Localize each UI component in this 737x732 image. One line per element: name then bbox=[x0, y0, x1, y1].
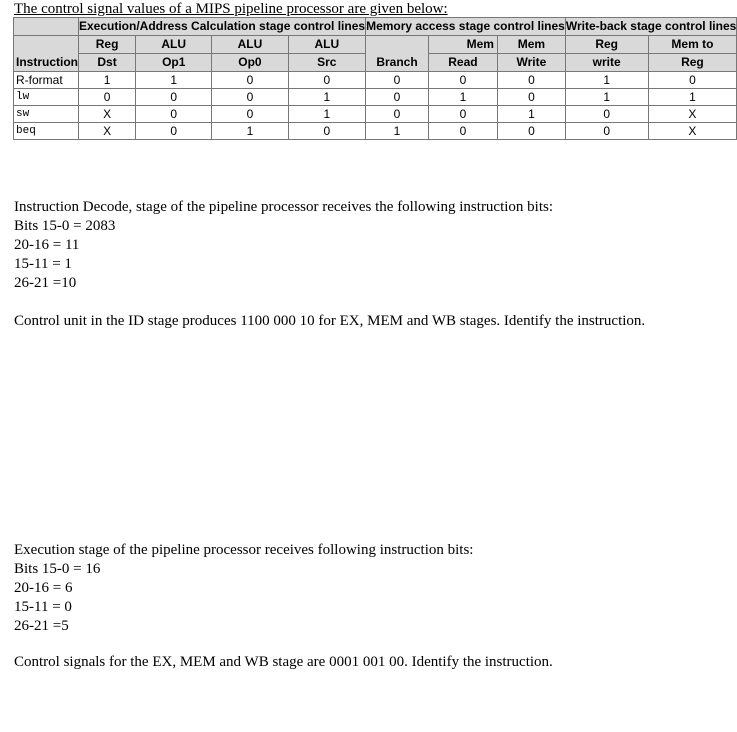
table-row bbox=[14, 89, 737, 106]
instruction-header-blank bbox=[14, 18, 79, 36]
cell: 0 bbox=[428, 106, 497, 123]
q1-line: 26-21 =10 bbox=[14, 275, 77, 291]
cell: 0 bbox=[366, 106, 429, 123]
q1-line: Bits 15-0 = 2083 bbox=[14, 218, 116, 234]
cell: 0 bbox=[648, 72, 737, 89]
col-header-mem-to-reg-1: Mem to bbox=[648, 36, 737, 54]
q1-prompt: Control unit in the ID stage produces 1100 000 10 for EX, MEM and WB stages. Identify the instruction. bbox=[14, 313, 646, 329]
cell: 1 bbox=[288, 106, 366, 123]
cell: 0 bbox=[428, 123, 497, 140]
col-header-alu-op1-1: ALU bbox=[136, 36, 212, 54]
col-header-mem-read-1: Mem bbox=[428, 36, 497, 54]
col-header-alu-op0-1: ALU bbox=[212, 36, 288, 54]
row-instruction: lw bbox=[14, 89, 79, 106]
table-row bbox=[14, 106, 737, 123]
q2-line: 20-16 = 6 bbox=[14, 580, 73, 596]
cell: X bbox=[648, 123, 737, 140]
col-header-reg-dst-1: Reg bbox=[79, 36, 136, 54]
cell: 1 bbox=[136, 72, 212, 89]
table-row bbox=[14, 72, 737, 89]
row-instruction: R-format bbox=[14, 72, 79, 89]
cell: 0 bbox=[497, 89, 565, 106]
cell: X bbox=[648, 106, 737, 123]
cell: 1 bbox=[212, 123, 288, 140]
col-header-reg-dst-2: Dst bbox=[79, 54, 136, 72]
col-header-reg-write-1: Reg bbox=[565, 36, 648, 54]
cell: 0 bbox=[212, 89, 288, 106]
cell: X bbox=[79, 106, 136, 123]
intro-text: The control signal values of a MIPS pipeline processor are given below: bbox=[14, 1, 448, 17]
cell: 0 bbox=[366, 72, 429, 89]
col-header-mem-write-1: Mem bbox=[497, 36, 565, 54]
col-header-mem-read-2: Read bbox=[428, 54, 497, 72]
cell: 0 bbox=[497, 72, 565, 89]
col-header-alu-src-2: Src bbox=[288, 54, 366, 72]
cell: 1 bbox=[497, 106, 565, 123]
cell: 1 bbox=[565, 89, 648, 106]
cell: 0 bbox=[565, 123, 648, 140]
cell: 1 bbox=[366, 123, 429, 140]
mem-stage-header: Memory access stage control lines bbox=[366, 18, 566, 36]
control-signal-table bbox=[13, 17, 737, 140]
cell: 0 bbox=[212, 106, 288, 123]
cell: 0 bbox=[136, 89, 212, 106]
row-instruction: beq bbox=[14, 123, 79, 140]
col-header-mem-to-reg-2: Reg bbox=[648, 54, 737, 72]
cell: 0 bbox=[288, 72, 366, 89]
q1-line: Instruction Decode, stage of the pipeline processor receives the following instruction bits: bbox=[14, 199, 554, 215]
row-instruction: sw bbox=[14, 106, 79, 123]
cell: 0 bbox=[366, 89, 429, 106]
col-header-branch: Branch bbox=[366, 36, 429, 72]
col-header-reg-write-2: write bbox=[565, 54, 648, 72]
wb-stage-header: Write-back stage control lines bbox=[565, 18, 737, 36]
col-header-mem-write-2: Write bbox=[497, 54, 565, 72]
cell: 0 bbox=[428, 72, 497, 89]
cell: 1 bbox=[648, 89, 737, 106]
exec-stage-header: Execution/Address Calculation stage control lines bbox=[79, 18, 366, 36]
cell: X bbox=[79, 123, 136, 140]
cell: 0 bbox=[79, 89, 136, 106]
cell: 0 bbox=[565, 106, 648, 123]
q2-line: Bits 15-0 = 16 bbox=[14, 561, 101, 577]
cell: 0 bbox=[288, 123, 366, 140]
q1-line: 20-16 = 11 bbox=[14, 237, 80, 253]
cell: 0 bbox=[136, 123, 212, 140]
cell: 1 bbox=[79, 72, 136, 89]
cell: 0 bbox=[497, 123, 565, 140]
q2-line: Execution stage of the pipeline processor receives following instruction bits: bbox=[14, 542, 474, 558]
col-header-alu-op0-2: Op0 bbox=[212, 54, 288, 72]
cell: 1 bbox=[565, 72, 648, 89]
col-header-alu-op1-2: Op1 bbox=[136, 54, 212, 72]
cell: 0 bbox=[212, 72, 288, 89]
q2-prompt: Control signals for the EX, MEM and WB stage are 0001 001 00. Identify the instruction. bbox=[14, 654, 553, 670]
cell: 1 bbox=[428, 89, 497, 106]
cell: 0 bbox=[136, 106, 212, 123]
table-row bbox=[14, 123, 737, 140]
q1-line: 15-11 = 1 bbox=[14, 256, 72, 272]
q2-line: 26-21 =5 bbox=[14, 618, 69, 634]
cell: 1 bbox=[288, 89, 366, 106]
col-header-alu-src-1: ALU bbox=[288, 36, 366, 54]
col-header-instruction: Instruction bbox=[14, 36, 79, 72]
q2-line: 15-11 = 0 bbox=[14, 599, 72, 615]
